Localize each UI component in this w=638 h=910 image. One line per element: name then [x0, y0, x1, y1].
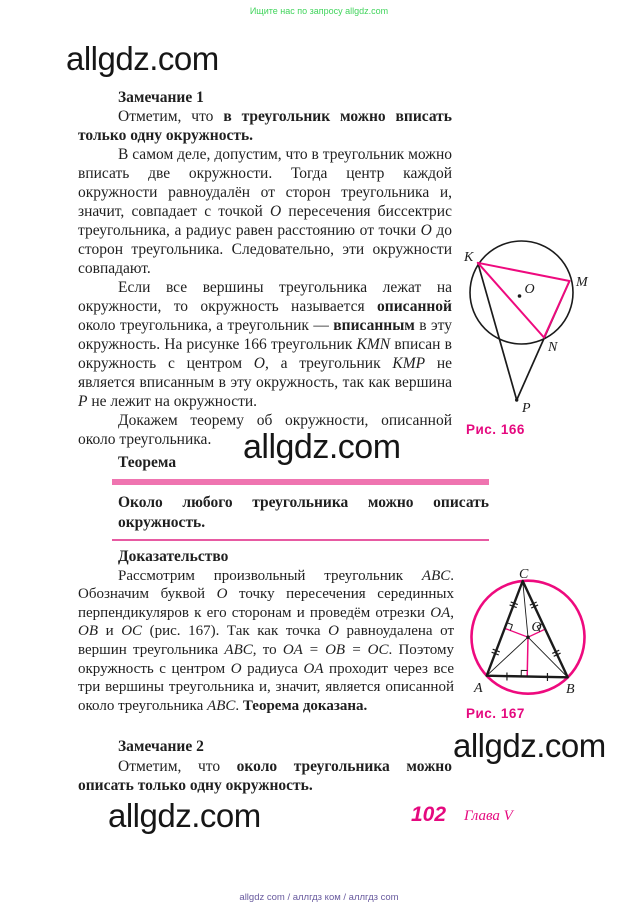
- paragraph-inscribed-circumscribed: Если все вершины треугольника лежат на окружности, то окружность называется описанной около треугольника, а треугольник — вписанным в эту окружность. На рисунке 166 треугольник KMN вписан в окружность с центром O, а треугольник KMP не является вписанным в эту окружность, так как вершина P не лежит на окружности.: [78, 279, 452, 410]
- perpendicular-to-ab: [527, 637, 528, 676]
- radius-ob: [528, 637, 568, 677]
- paragraph-prove-theorem: Докажем теорему об окружности, описанной около треугольника.: [78, 412, 452, 448]
- remark2-block: [78, 737, 452, 796]
- remark1-paragraph: Отметим, что в треугольник можно вписать только одну окружность.: [78, 108, 452, 144]
- figure-166-drawing: [448, 218, 638, 443]
- point-o-dot: [518, 294, 522, 298]
- theorem-heading: Теорема: [118, 454, 177, 471]
- vertex-label-c: C: [519, 567, 529, 582]
- vertex-label-a: A: [474, 681, 483, 696]
- watermark-right: allgdz.com: [453, 727, 606, 764]
- vertex-label-p: P: [522, 401, 531, 416]
- chapter-label: Глава V: [464, 808, 513, 824]
- theorem-box: [112, 479, 489, 541]
- page-number: 102: [411, 803, 447, 826]
- center-label-o: O: [524, 282, 535, 297]
- triangle-kmn: [478, 263, 570, 338]
- watermark-middle: allgdz.com: [243, 428, 401, 466]
- circumcenter-dot: [526, 635, 530, 639]
- theorem-top-bar: [112, 479, 489, 485]
- paragraph-two-circles: В самом деле, допустим, что в треугольник можно вписать две окружности. Тогда центр каждой окружности равноудалён от сторон треугольника и, значит, совпадает с точкой O пересечения биссектрис треугольника, а радиус равен расстоянию от точки O до сторон треугольника. Следовательно, эти окружности совпадают.: [78, 146, 453, 277]
- watermark-bottom-left: allgdz.com: [108, 797, 261, 834]
- vertex-label-k: K: [464, 250, 474, 265]
- proof-block: [78, 548, 454, 715]
- theorem-statement: Около любого треугольника можно описать окружность.: [118, 494, 489, 531]
- remark2-heading: Замечание 2: [118, 738, 204, 755]
- top-search-banner: Ищите нас по запросу allgdz.com: [249, 6, 389, 16]
- footer-links: allgdz com / аллгдз ком / аллгдз com: [239, 892, 399, 903]
- theorem-bottom-rule: [112, 539, 489, 541]
- figure-167: [462, 566, 602, 723]
- proof-heading: Доказательство: [118, 548, 229, 565]
- point-p-dot: [515, 398, 518, 401]
- watermark-top-left: allgdz.com: [66, 40, 219, 77]
- remark2-paragraph: Отметим, что около треугольника можно описать только одну окружность.: [78, 757, 452, 794]
- figure-166-caption: Рис. 166: [466, 422, 525, 437]
- figure-167-caption: Рис. 167: [466, 706, 525, 721]
- figure-167-drawing: [462, 566, 602, 718]
- vertex-label-b: B: [566, 682, 575, 697]
- main-text-column: [78, 88, 452, 449]
- perpendicular-to-ac: [505, 628, 528, 637]
- vertex-label-n: N: [548, 340, 558, 355]
- figure-166: [448, 218, 638, 448]
- remark1-heading: Замечание 1: [118, 89, 204, 106]
- vertex-label-m: M: [576, 275, 588, 290]
- circumcenter-label-o: O: [531, 620, 542, 635]
- proof-paragraph: Рассмотрим произвольный треугольник ABC. Обозначим буквой O точку пересечения серединных перпендикуляров к его сторонам и проведём отрезки OA, OB и OC (рис. 167). Так как точка O равноудалена от вершин треугольника ABC, то OA = OB = OC. Поэтому окружность с центром O радиуса OA проходит через все три вершины треугольника и, значит, является описанной около треугольника ABC. Теорема доказана.: [78, 567, 454, 714]
